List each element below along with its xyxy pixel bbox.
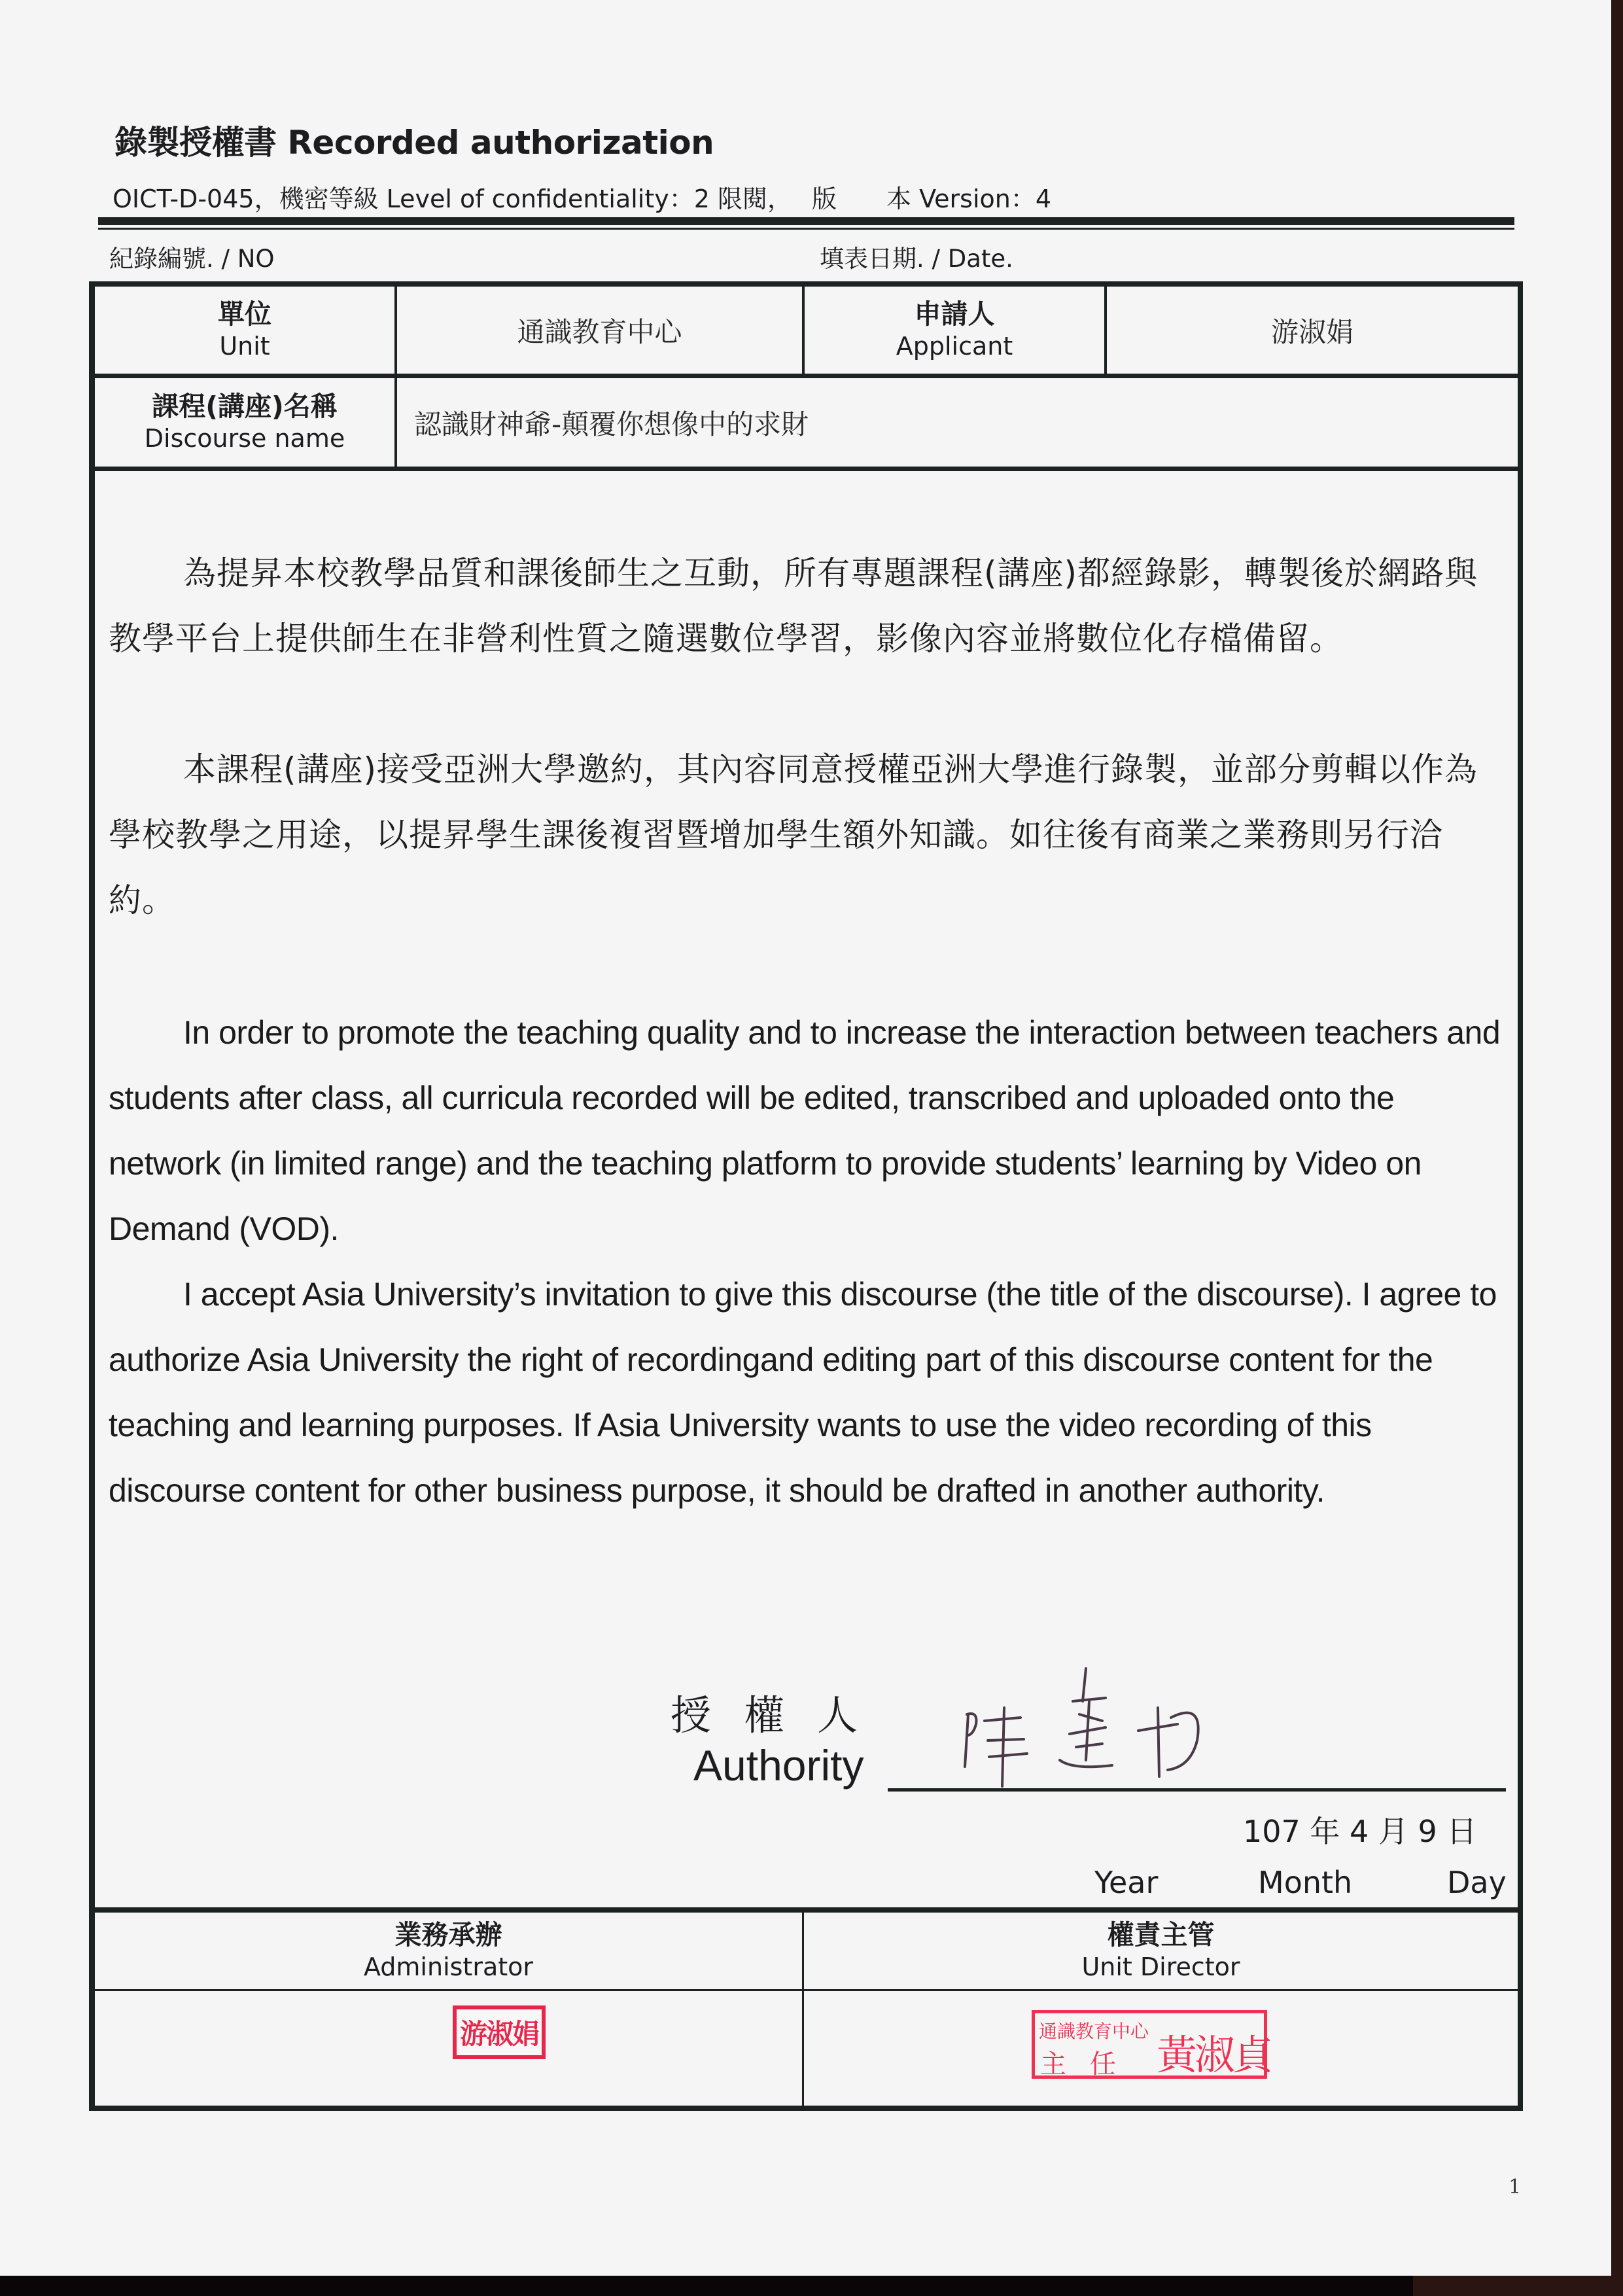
body-en-paragraph-1: In order to promote the teaching quality and to increase the interaction between teachers and students after class, all curricula recorded will be edited, transcribed and uploaded onto the network (in limited range) and the teaching platform to provide students’ learning by Video on Demand (VOD). [109,1014,1501,1247]
director-label-en: Unit Director [1081,1952,1240,1982]
applicant-value-cell[interactable] [1107,287,1518,374]
footer-row-divider [89,1907,1523,1913]
fill-date-label: 填表日期. / Date. [820,245,1013,273]
director-label-zh: 權責主管 [1107,1919,1215,1951]
body-zh-paragraph-1: 為提昇本校教學品質和課後師生之互動，所有專題課程(講座)都經錄影，轉製後於網路與教學平台上提供師生在非營利性質之隨選數位學習，影像內容並將數位化存檔備留。 [109,554,1478,658]
scanner-edge-bottom [0,2276,1623,2296]
applicant-label-cell [805,287,1104,374]
year-label: Year [1094,1865,1159,1900]
discourse-label-cell [95,378,394,467]
document-title: 錄製授權書 Recorded authorization [114,124,714,162]
header-rule-thick [98,217,1514,225]
administrator-stamp: 游淑娟 [453,2005,546,2059]
applicant-label-en: Applicant [896,332,1013,361]
version-label: 版 本 Version：4 [812,185,1052,213]
administrator-header-cell [95,1913,802,1989]
handwritten-signature[interactable] [942,1662,1269,1799]
discourse-label-zh: 課程(講座)名稱 [152,391,338,423]
confidentiality-level: ，機密等級 Level of confidentiality：2 限閱， [254,185,793,213]
scanner-edge-right [1611,0,1623,2296]
unit-label-en: Unit [219,332,270,361]
director-stamp-unit: 通識教育中心 [1039,2021,1149,2042]
director-header-cell [804,1913,1518,1989]
unit-label-zh: 單位 [218,298,271,330]
form-meta-line [113,179,1051,215]
unit-value-cell[interactable] [397,287,802,374]
month-label: Month [1258,1865,1353,1900]
applicant-value: 游淑娟 [1270,315,1353,348]
table-border-bottom [89,2106,1523,2111]
header-rule-thin [98,228,1514,230]
form-code: OICT-D-045 [113,185,254,213]
table-border-top [89,281,1523,287]
discourse-value-cell[interactable] [397,378,1518,467]
footer-inner-divider [89,1989,1523,1991]
table-border-right [1518,281,1523,2110]
row1-divider [89,374,1523,378]
scanner-edge-corner [1413,2276,1623,2296]
body-en-paragraph-2: I accept Asia University’s invitation to give this discourse (the title of the discourse). I agree to authorize Asia University the right of recordingand editing part of this discourse content for the teaching and learning purposes. If Asia University wants to use the video recording of this discourse content for other business purpose, it should be drafted in another authority. [109,1276,1497,1509]
authority-label-zh: 授權人 [671,1691,891,1739]
applicant-label-zh: 申請人 [914,298,995,330]
day-label: Day [1447,1865,1507,1900]
unit-value: 通識教育中心 [517,315,682,348]
authority-label-en: Authority [693,1741,864,1790]
administrator-label-zh: 業務承辦 [394,1919,502,1951]
body-zh-paragraph-2: 本課程(講座)接受亞洲大學邀約，其內容同意授權亞洲大學進行錄製，並部分剪輯以作為學校教學之用途，以提昇學生課後複習暨增加學生額外知識。如往後有商業之業務則另行洽約。 [109,751,1478,919]
discourse-value: 認識財神爺-顛覆你想像中的求財 [414,408,809,440]
director-stamp-title: 主任 [1040,2049,1140,2079]
director-stamp-name: 黃淑貞 [1157,2031,1271,2079]
page-number: 1 [1509,2176,1522,2199]
administrator-label-en: Administrator [363,1952,534,1982]
authorization-date: 107 年 4 月 9 日 [1243,1814,1477,1849]
row2-divider [89,467,1523,471]
discourse-label-en: Discourse name [144,424,345,453]
signature-strokes [965,1669,1198,1786]
table-border-left [89,281,95,2110]
director-stamp [1032,2010,1271,2079]
unit-label-cell [95,287,394,374]
record-number-label: 紀錄編號. / NO [109,245,275,273]
